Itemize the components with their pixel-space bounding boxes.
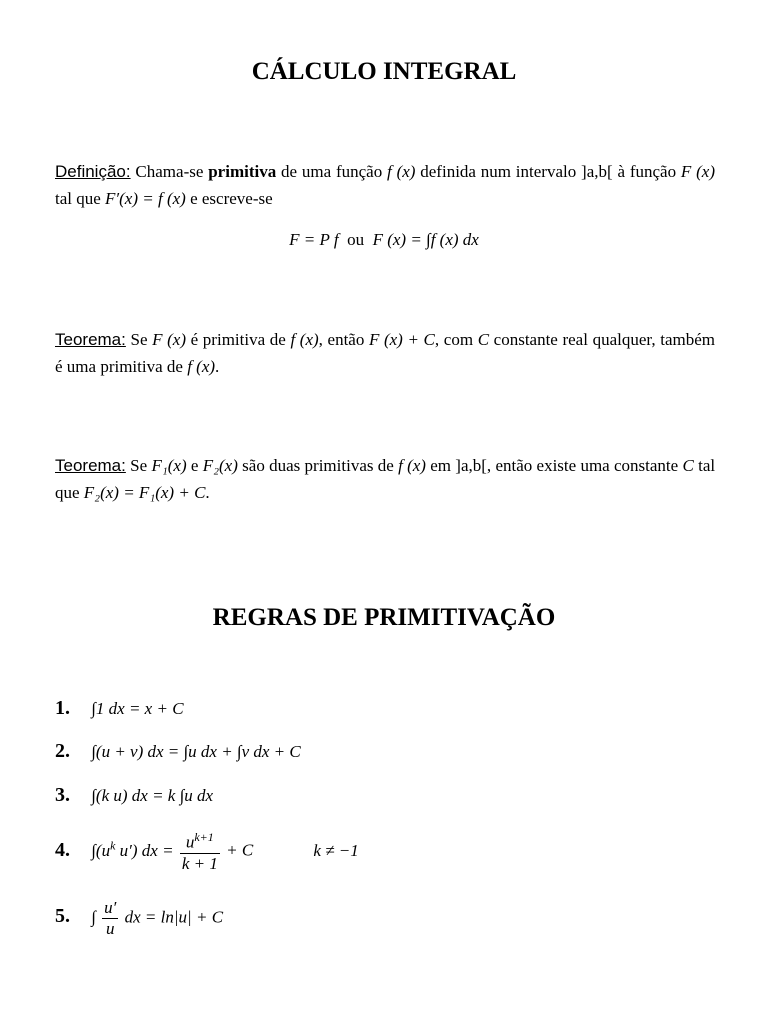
math-relation: F₂(x) = F₁(x) + C <box>83 483 206 502</box>
rule-lhs: u′) dx = <box>115 840 174 860</box>
definition-paragraph <box>55 158 715 212</box>
fraction-numerator: u′ <box>104 898 117 917</box>
math-C: C <box>682 456 694 475</box>
math-Fx: F (x) <box>152 330 187 349</box>
fraction-exponent: k+1 <box>194 830 214 844</box>
rule-number: 3. <box>55 784 70 806</box>
fraction-denominator: k + 1 <box>181 853 218 873</box>
definition-text: tal que <box>55 189 101 208</box>
integral-sign: ∫ <box>91 907 96 927</box>
theorem2-label: Teorema: <box>55 456 126 475</box>
math-fx: f (x) <box>387 162 416 181</box>
theorem-text: , então existe uma constante <box>486 456 679 475</box>
math-Fx: F (x) <box>680 162 715 181</box>
rules-title: REGRAS DE PRIMITIVAÇÃO <box>212 604 556 631</box>
math-fx: f (x) <box>398 456 426 475</box>
fraction-denominator: u <box>106 919 115 938</box>
definition-text: à função <box>617 162 677 181</box>
rule-exponent: k <box>110 838 116 853</box>
math-FxC: F (x) + C <box>368 330 435 349</box>
theorem-text: . <box>205 483 210 502</box>
rule-2 <box>55 740 301 763</box>
theorem-text: em <box>430 456 452 475</box>
rule-tail: dx = ln|u| + C <box>124 907 224 927</box>
definition-label: Definição: <box>55 162 131 181</box>
formula-connector: ou <box>347 230 365 249</box>
rule-expression: ∫1 dx = x + C <box>91 699 184 718</box>
definition-bold-term: primitiva <box>208 162 277 181</box>
rule-number: 1. <box>55 697 70 719</box>
theorem-text: Se <box>130 330 148 349</box>
definition-text: e escreve-se <box>190 189 273 208</box>
theorem-text: são duas primitivas de <box>242 456 394 475</box>
math-formula-a: F = P f <box>289 230 339 249</box>
rule-expression: ∫(u + v) dx = ∫u dx + ∫v dx + C <box>91 742 301 761</box>
theorem-text: é primitiva de <box>190 330 286 349</box>
math-interval: ]a,b[ <box>581 162 613 181</box>
rule-4 <box>55 830 359 874</box>
rule-1 <box>55 697 184 720</box>
rule-expression: ∫(k u) dx = k ∫u dx <box>91 786 214 805</box>
theorem-text: , então <box>318 330 365 349</box>
definition-text: definida num intervalo <box>420 162 577 181</box>
rule-condition: k ≠ −1 <box>313 840 359 860</box>
math-fx: f (x) <box>187 357 216 376</box>
rule-expression <box>91 838 174 860</box>
math-F2: F₂(x) <box>202 456 238 475</box>
rule-lhs: ∫(u <box>91 840 111 860</box>
definition-text: de uma função <box>281 162 383 181</box>
rule-number: 2. <box>55 740 70 762</box>
theorem-text: Se <box>130 456 148 475</box>
theorem-text: . <box>215 357 220 376</box>
theorem-text: constante real qualquer, também é uma primitiva de <box>55 330 716 376</box>
rule-tail: + C <box>226 840 254 860</box>
theorem2-paragraph <box>55 452 715 506</box>
math-C: C <box>477 330 490 349</box>
fraction-numerator: u <box>185 832 195 852</box>
theorem1-label: Teorema: <box>55 330 126 349</box>
math-fx: f (x) <box>290 330 319 349</box>
math-derivative: F′(x) = f (x) <box>105 189 186 208</box>
rule-5 <box>55 898 223 939</box>
rule-number: 4. <box>55 838 70 861</box>
theorem-text: tal que <box>55 456 716 502</box>
rule-fraction <box>180 830 220 874</box>
definition-text: Chama-se <box>135 162 204 181</box>
page-title: CÁLCULO INTEGRAL <box>251 58 517 85</box>
math-interval: ]a,b[ <box>455 456 487 475</box>
math-F1: F₁(x) <box>151 456 187 475</box>
theorem1-paragraph <box>55 326 715 380</box>
definition-formula <box>0 230 768 250</box>
theorem-text: e <box>190 456 199 475</box>
rule-number: 5. <box>55 905 70 928</box>
math-formula-b: F (x) = ∫f (x) dx <box>372 230 479 249</box>
rule-3 <box>55 784 213 807</box>
theorem-text: , com <box>434 330 474 349</box>
rule-fraction <box>102 898 118 939</box>
